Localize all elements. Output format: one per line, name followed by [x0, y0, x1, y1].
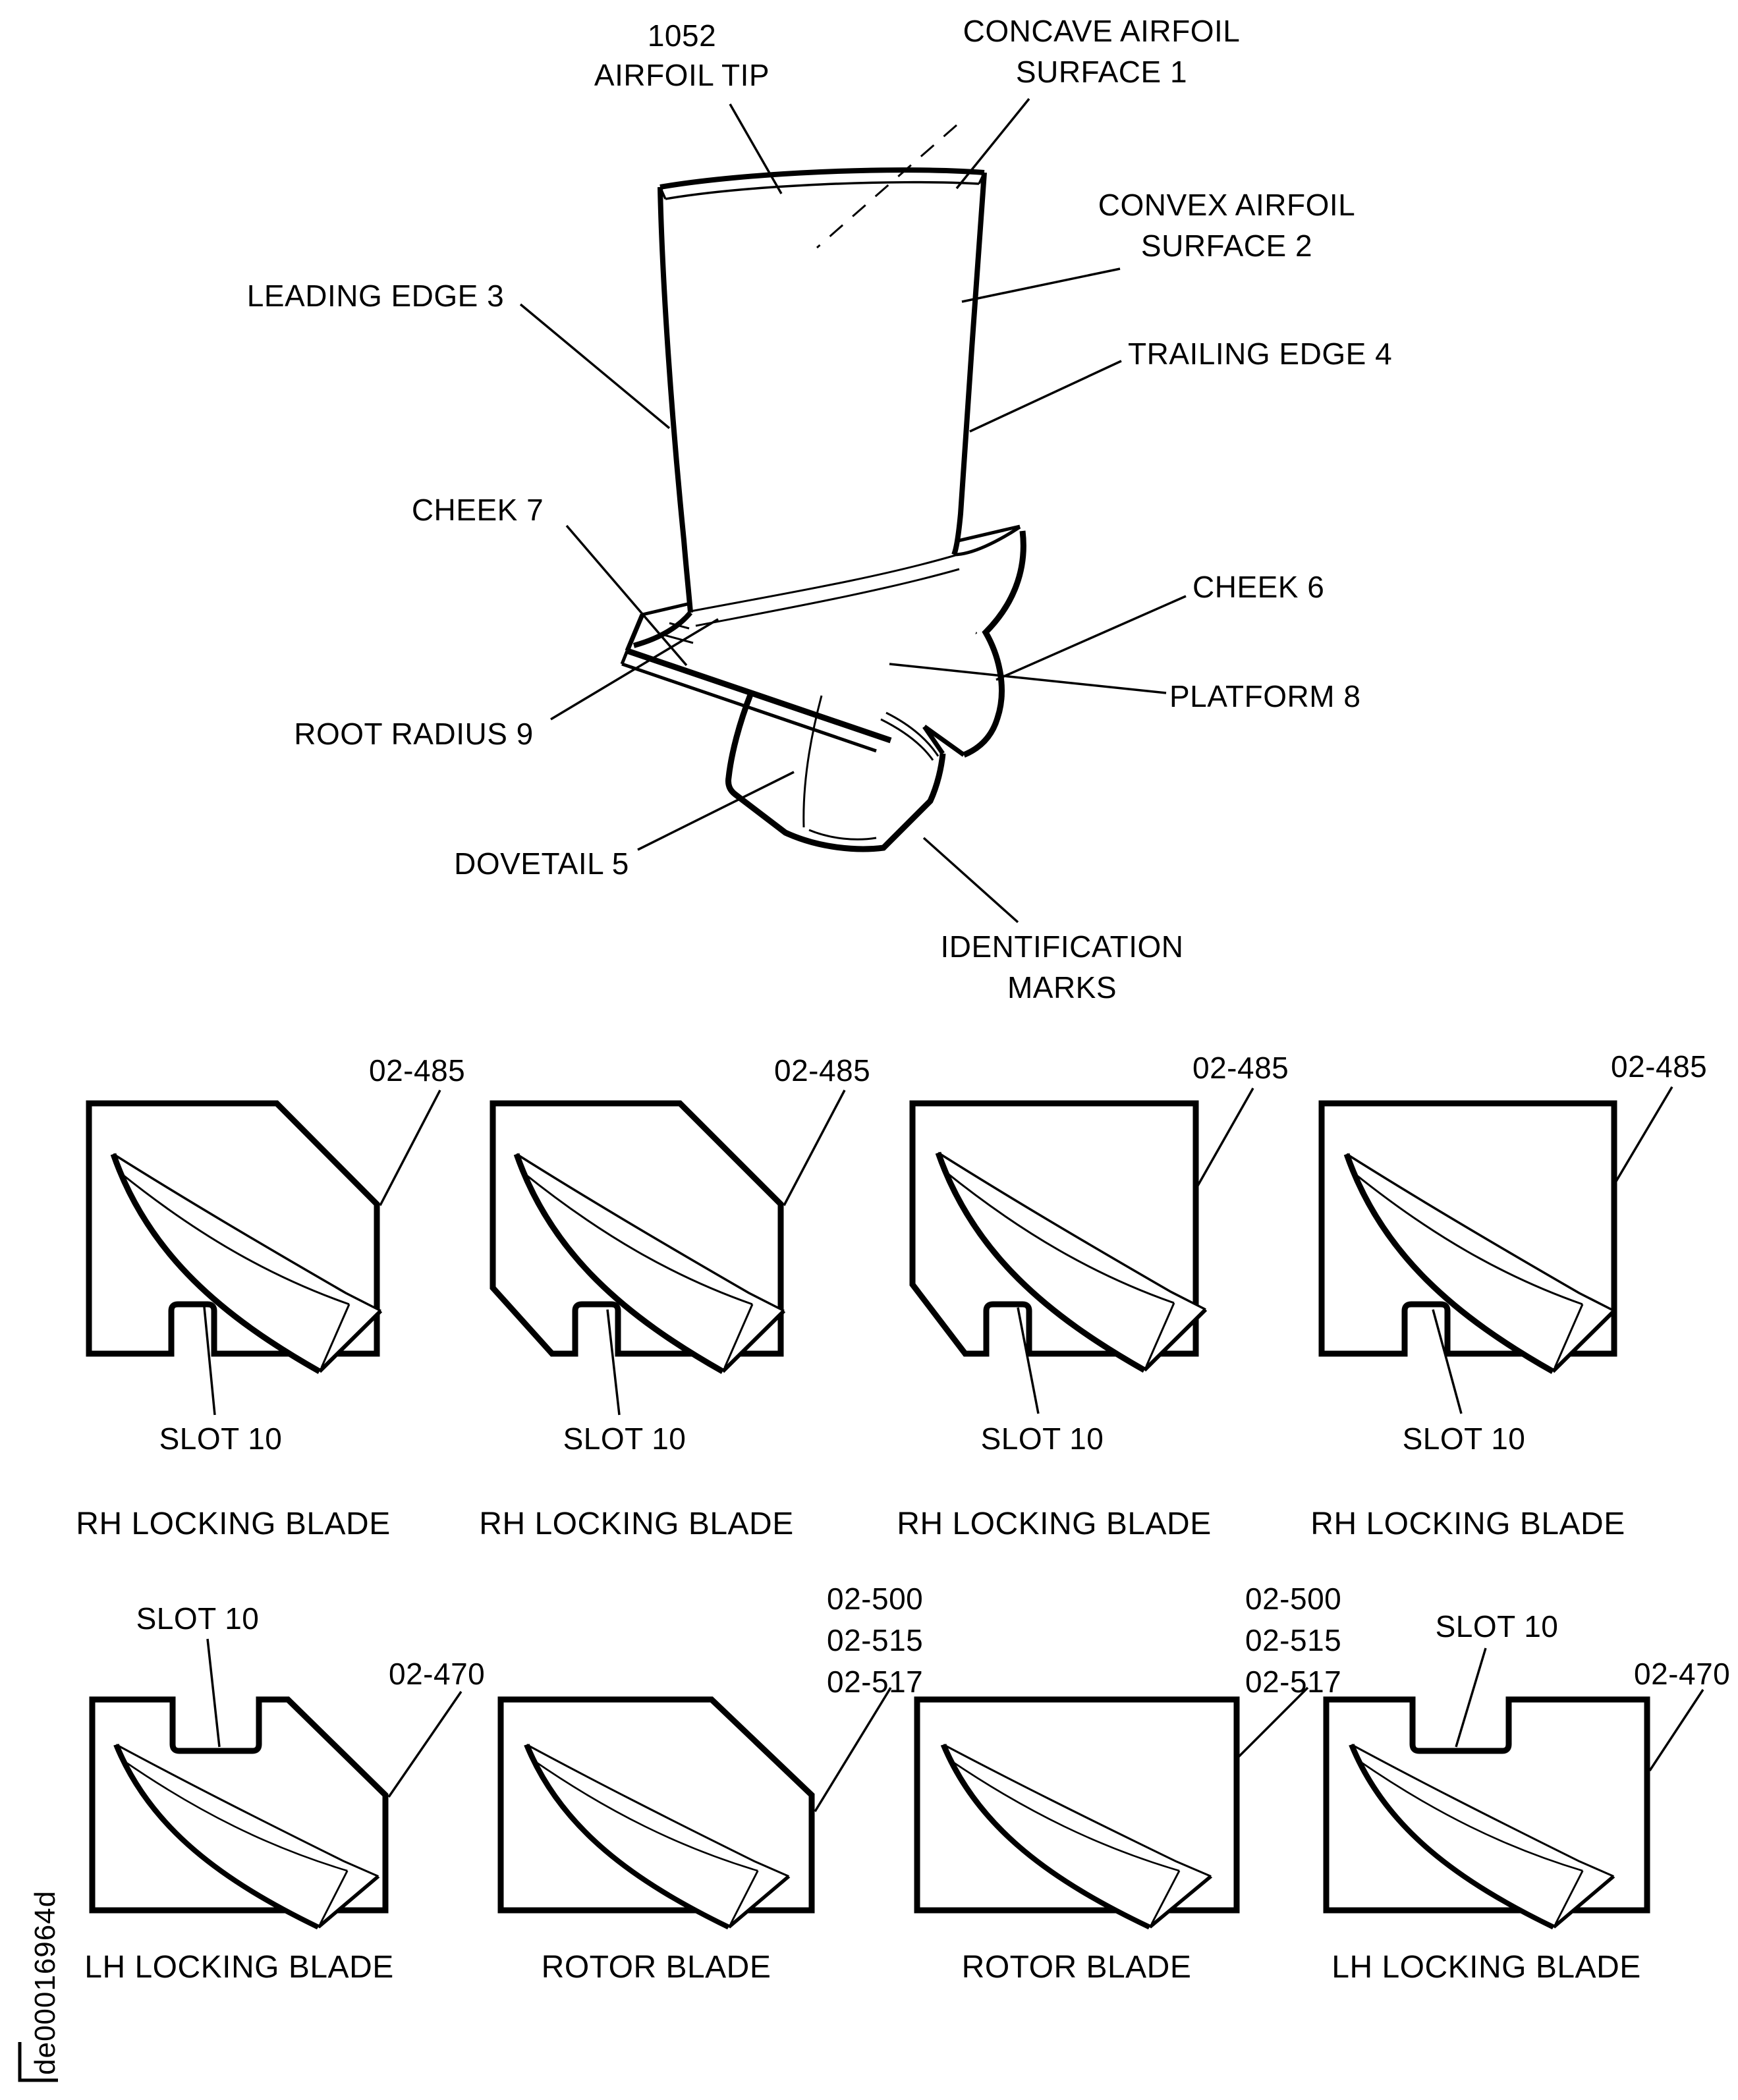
rh-panel-4: [1322, 1087, 1672, 1414]
rh-panel-3: [912, 1088, 1253, 1414]
label-concave-line2: SURFACE 1: [1015, 55, 1188, 89]
caption-rotor-1: ROTOR BLADE: [541, 1950, 771, 1985]
label-identification-line2: MARKS: [1007, 970, 1117, 1005]
rotor-panel-1: [501, 1688, 891, 1927]
rh-locking-blade-panels: [89, 1087, 1672, 1415]
caption-rh-1: RH LOCKING BLADE: [76, 1506, 391, 1541]
part-ref-rotor2-a: 02-500: [1245, 1582, 1342, 1616]
caption-lh-1: LH LOCKING BLADE: [84, 1950, 394, 1985]
slot-label-rh-2: SLOT 10: [563, 1422, 687, 1456]
label-airfoil-tip: AIRFOIL TIP: [594, 58, 770, 92]
drawing-id: de00016964d: [29, 1890, 61, 2075]
label-convex-line2: SURFACE 2: [1140, 229, 1313, 263]
slot-label-rh-1: SLOT 10: [159, 1422, 283, 1456]
part-ref-rotor1-a: 02-500: [827, 1582, 924, 1616]
part-ref-rh-2: 02-485: [774, 1053, 871, 1088]
part-ref-rh-3: 02-485: [1192, 1051, 1289, 1085]
part-ref-rotor1-b: 02-515: [827, 1623, 924, 1657]
rotor-blade-illustration: [520, 99, 1186, 922]
part-ref-rotor1-c: 02-517: [827, 1665, 924, 1699]
rotor-panel-2: [917, 1688, 1308, 1927]
slot-label-rh-4: SLOT 10: [1402, 1422, 1526, 1456]
part-ref-lh-2: 02-470: [1634, 1657, 1731, 1691]
part-ref-rh-1: 02-485: [369, 1053, 466, 1088]
slot-label-lh-2: SLOT 10: [1435, 1609, 1559, 1644]
label-dovetail: DOVETAIL 5: [454, 846, 629, 881]
label-concave-line1: CONCAVE AIRFOIL: [963, 14, 1241, 48]
caption-rh-3: RH LOCKING BLADE: [897, 1506, 1212, 1541]
label-leading-edge: LEADING EDGE 3: [246, 279, 505, 313]
slot-label-rh-3: SLOT 10: [980, 1422, 1104, 1456]
part-ref-rotor2-c: 02-517: [1245, 1665, 1342, 1699]
slot-label-lh-1: SLOT 10: [136, 1601, 260, 1636]
label-cheek7: CHEEK 7: [411, 493, 544, 527]
rh-panel-1: [89, 1090, 440, 1415]
label-convex-line1: CONVEX AIRFOIL: [1098, 188, 1356, 222]
part-ref-rh-4: 02-485: [1611, 1049, 1708, 1084]
caption-rh-2: RH LOCKING BLADE: [479, 1506, 794, 1541]
caption-lh-2: LH LOCKING BLADE: [1332, 1950, 1641, 1985]
caption-rotor-2: ROTOR BLADE: [961, 1950, 1192, 1985]
label-trailing-edge: TRAILING EDGE 4: [1128, 337, 1393, 371]
label-airfoil-tip-ref: 1052: [647, 18, 717, 53]
rh-panel-2: [493, 1090, 845, 1415]
part-ref-rotor2-b: 02-515: [1245, 1623, 1342, 1657]
part-ref-lh-1: 02-470: [389, 1657, 486, 1691]
label-identification-line1: IDENTIFICATION: [940, 929, 1184, 964]
label-platform: PLATFORM 8: [1169, 679, 1361, 713]
label-cheek6: CHEEK 6: [1192, 570, 1325, 604]
caption-rh-4: RH LOCKING BLADE: [1310, 1506, 1625, 1541]
label-root-radius: ROOT RADIUS 9: [294, 717, 534, 751]
